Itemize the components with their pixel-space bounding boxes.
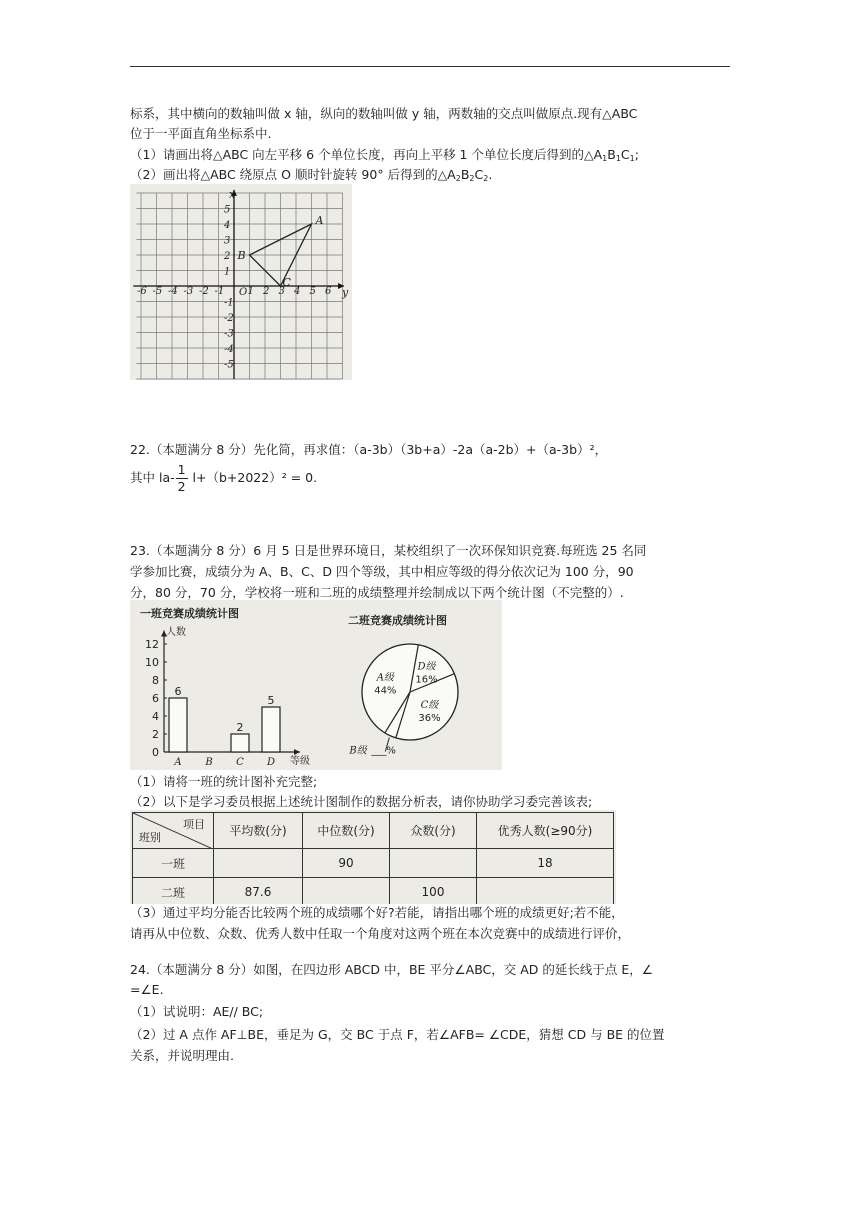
- bar-y-tick-label: 2: [152, 728, 159, 741]
- h-tick-label: 5: [309, 286, 316, 297]
- table-row-name: 一班: [133, 849, 214, 878]
- header-rule: [130, 66, 730, 67]
- p22-line-1: 22.（本题满分 8 分）先化简，再求值：（a-3b）（3b+a）-2a（a-2b）+（a-3b）²，: [130, 442, 608, 457]
- pie-slice-percent: ___%: [371, 745, 396, 757]
- bar-x-arrow: [294, 749, 300, 755]
- bar-y-tick-label: 4: [152, 710, 159, 723]
- h-tick-label: 3: [278, 286, 285, 297]
- p21-line-2: 位于一平面直角坐标系中.: [130, 126, 272, 141]
- v-tick-label: 4: [224, 220, 231, 231]
- pie-chart-title: 二班竞赛成绩统计图: [348, 614, 447, 627]
- p23-question-3b: 请再从中位数、众数、优秀人数中任取一个角度对这两个班在本次竞赛中的成绩进行评价，: [130, 926, 631, 941]
- pie-slice-percent: 16%: [415, 674, 438, 686]
- bar-value-label: 6: [174, 685, 182, 698]
- h-tick-label: -5: [152, 286, 163, 297]
- bar-category-label: D: [266, 757, 276, 768]
- data-analysis-table-figure: [130, 810, 616, 904]
- table-cell: [477, 878, 614, 905]
- v-tick-label: -3: [224, 328, 234, 340]
- p24-line-1: 24.（本题满分 8 分）如图，在四边形 ABCD 中，BE 平分∠ABC，交 AD 的延长线于点 E，∠: [130, 962, 653, 977]
- h-tick-label: -4: [168, 286, 178, 297]
- v-tick-label: -4: [224, 344, 234, 355]
- bar-category-label: C: [236, 757, 244, 768]
- pie-slice-percent: 44%: [374, 685, 397, 697]
- statistics-charts-figure: [130, 600, 502, 770]
- h-tick-label: 2: [263, 286, 270, 297]
- table-corner-cell: [133, 813, 214, 849]
- bar-chart-ylabel: 人数: [166, 627, 186, 638]
- bar-y-tick-label: 8: [152, 674, 159, 687]
- p23-line-2: 学参加比赛，成绩分为 A、B、C、D 四个等级，其中相应等级的得分依次记为 100 分，90: [130, 564, 634, 579]
- h-tick-label: -6: [137, 286, 147, 297]
- coordinate-grid-svg: [130, 184, 352, 380]
- v-tick-label: -2: [224, 313, 234, 324]
- bar-y-tick-label: 12: [145, 638, 159, 651]
- v-tick-label: 3: [224, 235, 231, 247]
- table-cell: 87.6: [214, 878, 303, 905]
- p24-question-2a: （2）过 A 点作 AF⊥BE，垂足为 G，交 BC 于点 F，若∠AFB= ∠CDE，猜想 CD 与 BE 的位置: [130, 1027, 665, 1042]
- bar-chart-title: 一班竞赛成绩统计图: [140, 607, 239, 620]
- p24-question-2b: 关系，并说明理由.: [130, 1048, 234, 1063]
- p21-question-2: （2）画出将△ABC 绕原点 O 顺时针旋转 90° 后得到的$\triangle A_2B_2C_2$.: [130, 167, 493, 183]
- h-tick-label: 6: [325, 286, 332, 297]
- coordinate-grid-figure: [130, 184, 352, 380]
- p21-question-1: （1）请画出将△ABC 向左平移 6 个单位长度，再向上平移 1 个单位长度后得到的$\triangle A_1B_1C_1$;: [130, 147, 639, 163]
- h-tick-label: -3: [183, 286, 194, 297]
- vertex-label-b: B: [237, 249, 246, 262]
- bar-d: [262, 707, 280, 752]
- table-row-name: 二班: [133, 878, 214, 905]
- origin-letter: O: [239, 287, 248, 298]
- p21-line-1: 标系，其中横向的数轴叫做 x 轴，纵向的数轴叫做 y 轴，两数轴的交点叫做原点.现有△ABC: [130, 106, 638, 121]
- h-tick-label: -1: [214, 286, 225, 297]
- pie-slice-name: D级: [417, 661, 436, 673]
- table-col-header: 平均数(分): [214, 813, 303, 849]
- v-tick-label: 1: [224, 266, 231, 278]
- p23-line-3: 分，80 分，70 分，学校将一班和二班的成绩整理并绘制成以下两个统计图（不完整的）.: [130, 585, 624, 600]
- bar-value-label: 5: [267, 694, 275, 707]
- table-header-top: 项目: [183, 818, 205, 831]
- table-cell: 90: [303, 849, 390, 878]
- v-tick-label: 5: [224, 204, 231, 216]
- table-col-header: 优秀人数(≥90分): [477, 813, 614, 849]
- bar-a: [169, 698, 187, 752]
- v-tick-label: 2: [224, 251, 231, 262]
- p23-question-3a: （3）通过平均分能否比较两个班的成绩哪个好?若能，请指出哪个班的成绩更好;若不能，: [130, 905, 624, 920]
- table-cell: [303, 878, 390, 905]
- pie-slice-name: A级: [376, 672, 394, 684]
- bar-chart-xlabel: 等级: [290, 756, 310, 767]
- y-axis-letter: y: [342, 286, 349, 299]
- v-tick-label: -5: [224, 359, 234, 371]
- vertex-label-a: A: [315, 214, 324, 227]
- p23-line-1: 23.（本题满分 8 分）6 月 5 日是世界环境日，某校组织了一次环保知识竞赛.每班选 25 名同: [130, 543, 647, 558]
- fraction-one-half: $\frac{1}{2}$: [177, 462, 186, 494]
- x-axis-letter: x: [229, 188, 236, 201]
- bar-value-label: 2: [236, 721, 244, 734]
- p22-line-2: 其中 la- $\frac{1}{2}$ l+（b+2022）² = 0.: [130, 462, 318, 494]
- data-analysis-table: [132, 812, 614, 904]
- table-col-header: 中位数(分): [303, 813, 390, 849]
- bar-y-tick-label: 10: [145, 656, 159, 669]
- table-col-header: 众数(分): [390, 813, 477, 849]
- p23-question-2: （2）以下是学习委员根据上述统计图制作的数据分析表，请你协助学习委完善该表;: [130, 794, 593, 809]
- p24-question-1: （1）试说明：AE// BC;: [130, 1004, 264, 1019]
- table-cell: 18: [477, 849, 614, 878]
- pie-slice-percent: 36%: [418, 712, 441, 724]
- p24-line-2: =∠E.: [130, 982, 164, 997]
- charts-svg: [130, 600, 502, 770]
- table-header-side: 班别: [139, 831, 161, 844]
- p23-question-1: （1）请将一班的统计图补充完整;: [130, 774, 318, 789]
- bar-category-label: A: [174, 757, 182, 768]
- bar-y-tick-label: 0: [152, 746, 159, 759]
- pie-slice-name: B级: [349, 745, 367, 757]
- h-tick-label: 1: [247, 286, 254, 297]
- bar-category-label: B: [205, 757, 213, 768]
- table-cell: [390, 849, 477, 878]
- bar-y-tick-label: 6: [152, 692, 159, 705]
- h-tick-label: -2: [199, 286, 209, 297]
- table-cell: 100: [390, 878, 477, 905]
- vertex-label-c: C: [282, 276, 291, 289]
- bar-c: [231, 734, 249, 752]
- h-tick-label: 4: [294, 286, 301, 297]
- table-cell: [214, 849, 303, 878]
- pie-slice-name: C级: [420, 699, 439, 711]
- v-tick-label: -1: [224, 297, 234, 309]
